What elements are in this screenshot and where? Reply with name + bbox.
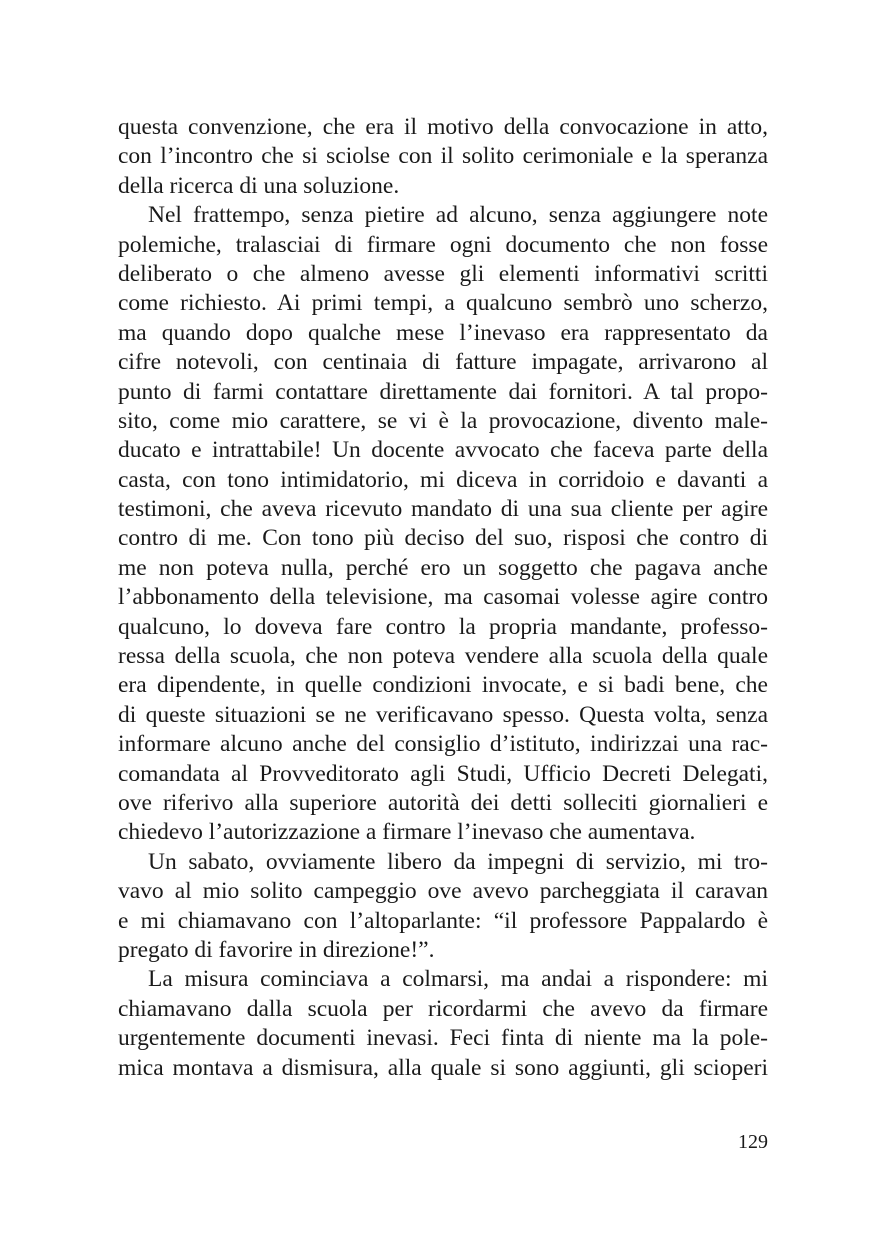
text-line: e mi chiamavano con l’altoparlante: “il professore Pappalardo è	[118, 907, 768, 934]
text-line: contro di me. Con tono più deciso del suo, risposi che contro di	[118, 525, 768, 552]
body-text	[118, 113, 768, 1083]
text-line: pregato di favorire in direzione!”.	[118, 936, 435, 963]
text-line: urgentemente documenti inevasi. Feci finta di niente ma la pole-	[118, 1025, 768, 1052]
text-line: La misura cominciava a colmarsi, ma andai a rispondere: mi	[148, 966, 768, 993]
text-line: comandata al Provveditorato agli Studi, Ufficio Decreti Delegati,	[118, 760, 768, 787]
text-line: ma quando dopo qualche mese l’inevaso era rappresentato da	[118, 319, 768, 346]
text-line: con l’incontro che si sciolse con il solito cerimoniale e la speranza	[118, 143, 768, 170]
text-line: chiedevo l’autorizzazione a firmare l’inevaso che aumentava.	[118, 819, 696, 846]
text-line: della ricerca di una soluzione.	[118, 172, 400, 199]
text-line: chiamavano dalla scuola per ricordarmi che avevo da firmare	[118, 995, 768, 1022]
text-line: Nel frattempo, senza pietire ad alcuno, senza aggiungere note	[148, 202, 768, 229]
text-line: casta, con tono intimidatorio, mi diceva in corridoio e davanti a	[118, 466, 768, 493]
text-line: vavo al mio solito campeggio ove avevo parcheggiata il caravan	[118, 878, 768, 905]
text-line: testimoni, che aveva ricevuto mandato di una sua cliente per agire	[118, 496, 768, 523]
text-line: punto di farmi contattare direttamente dai fornitori. A tal propo-	[118, 378, 768, 405]
text-line: ove riferivo alla superiore autorità dei detti solleciti giornalieri e	[118, 789, 768, 816]
text-line: me non poteva nulla, perché ero un soggetto che pagava anche	[118, 554, 768, 581]
text-line: Un sabato, ovviamente libero da impegni di servizio, mi tro-	[148, 848, 768, 875]
text-line: polemiche, tralasciai di firmare ogni documento che non fosse	[118, 231, 768, 258]
text-line: sito, come mio carattere, se vi è la provocazione, divento male-	[118, 407, 768, 434]
text-line: ducato e intrattabile! Un docente avvocato che faceva parte della	[118, 437, 768, 464]
text-line: l’abbonamento della televisione, ma casomai volesse agire contro	[118, 584, 768, 611]
text-line: questa convenzione, che era il motivo della convocazione in atto,	[118, 114, 768, 140]
text-line: informare alcuno anche del consiglio d’istituto, indirizzai una rac-	[118, 731, 768, 758]
text-line: come richiesto. Ai primi tempi, a qualcuno sembrò uno scherzo,	[118, 290, 768, 317]
text-line: qualcuno, lo doveva fare contro la propria mandante, professo-	[118, 613, 768, 640]
text-line: deliberato o che almeno avesse gli elementi informativi scritti	[118, 260, 768, 287]
text-line: era dipendente, in quelle condizioni invocate, e si badi bene, che	[118, 672, 768, 699]
text-line: cifre notevoli, con centinaia di fatture impagate, arrivarono al	[118, 349, 768, 376]
text-line: ressa della scuola, che non poteva vendere alla scuola della quale	[118, 643, 768, 670]
page-number: 129	[738, 1131, 768, 1153]
text-line: mica montava a dismisura, alla quale si sono aggiunti, gli scioperi	[118, 1054, 768, 1081]
text-line: di queste situazioni se ne verificavano spesso. Questa volta, senza	[118, 701, 768, 728]
